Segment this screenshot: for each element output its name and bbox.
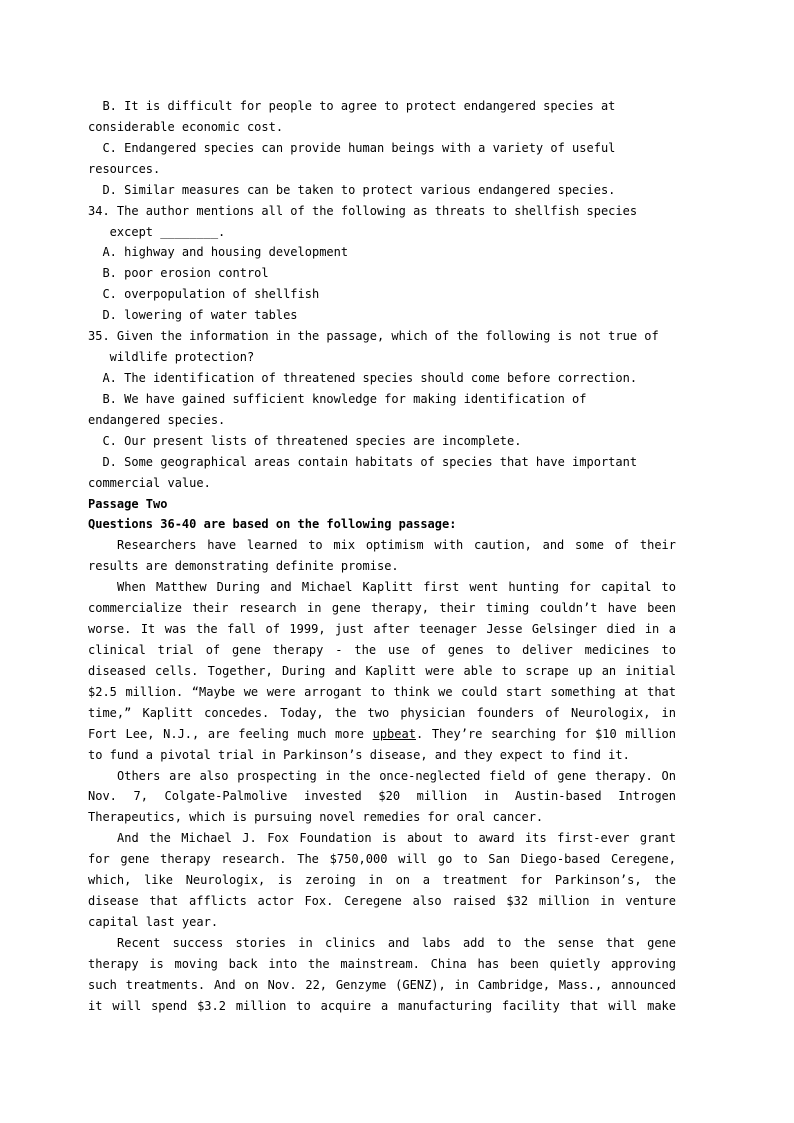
text-line: D. Similar measures can be taken to protect various endangered species. bbox=[88, 182, 616, 197]
text-line: results are demonstrating definite promise. bbox=[88, 559, 399, 574]
text-line: Therapeutics, which is pursuing novel remedies for oral cancer. bbox=[88, 810, 544, 825]
text-line: C. Endangered species can provide human beings with a variety of useful bbox=[88, 140, 616, 155]
text-line: 35. Given the information in the passage, which of the following is not true of bbox=[88, 329, 659, 344]
text-line: to fund a pivotal trial in Parkinson’s disease, and they expect to find it. bbox=[88, 747, 630, 762]
text-line: endangered species. bbox=[88, 412, 226, 427]
text-line: Researchers have learned to mix optimism with caution, and some of their bbox=[117, 538, 676, 553]
text-line: B. poor erosion control bbox=[88, 266, 269, 281]
text-line: diseased cells. Together, During and Kaplitt were able to scrape up an initial bbox=[88, 663, 676, 678]
text-line: commercial value. bbox=[88, 475, 211, 490]
text-line: A. The identification of threatened species should come before correction. bbox=[88, 370, 638, 385]
text-line: B. We have gained sufficient knowledge for making identification of bbox=[88, 391, 587, 406]
text-line: D. Some geographical areas contain habitats of species that have important bbox=[88, 454, 638, 469]
text-line: wildlife protection? bbox=[88, 350, 255, 365]
text-segment: . They’re searching for $10 million bbox=[415, 726, 676, 741]
text-line: When Matthew During and Michael Kaplitt first went hunting for capital to bbox=[117, 580, 676, 595]
text-line: for gene therapy research. The $750,000 will go to San Diego-based Ceregene, bbox=[88, 852, 676, 867]
text-line: A. highway and housing development bbox=[88, 245, 349, 260]
text-line: C. Our present lists of threatened species are incomplete. bbox=[88, 433, 522, 448]
text-line: B. It is difficult for people to agree to protect endangered species at bbox=[88, 99, 616, 113]
text-line: such treatments. And on Nov. 22, Genzyme (GENZ), in Cambridge, Mass., announced bbox=[88, 977, 676, 992]
underlined-word: upbeat bbox=[372, 726, 416, 741]
text-line: clinical trial of gene therapy - the use of genes to deliver medicines to bbox=[88, 642, 676, 657]
text-line: Recent success stories in clinics and labs add to the sense that gene bbox=[117, 935, 676, 950]
text-line: D. lowering of water tables bbox=[88, 308, 298, 323]
text-line: resources. bbox=[88, 161, 161, 176]
text-line: except ________. bbox=[88, 224, 226, 239]
text-line: it will spend $3.2 million to acquire a manufacturing facility that will make bbox=[88, 998, 676, 1013]
text-line: Passage Two bbox=[88, 496, 168, 511]
text-line: Questions 36-40 are based on the following passage: bbox=[88, 517, 457, 532]
text-line: Others are also prospecting in the once-neglected field of gene therapy. On bbox=[117, 768, 676, 783]
text-line: which, like Neurologix, is zeroing in on a treatment for Parkinson’s, the bbox=[88, 873, 676, 888]
text-line: commercialize their research in gene therapy, their timing couldn’t have been bbox=[88, 601, 676, 616]
text-line: worse. It was the fall of 1999, just after teenager Jesse Gelsinger died in a bbox=[88, 622, 676, 637]
text-line: $2.5 million. “Maybe we were arrogant to think we could start something at that bbox=[88, 684, 676, 699]
text-line: capital last year. bbox=[88, 914, 219, 929]
text-line bbox=[88, 724, 676, 745]
text-line: disease that afflicts actor Fox. Ceregene also raised $32 million in venture bbox=[88, 894, 676, 909]
text-segment: Fort Lee, N.J., are feeling much more bbox=[88, 726, 373, 741]
text-line: considerable economic cost. bbox=[88, 119, 284, 134]
text-line: time,” Kaplitt concedes. Today, the two physician founders of Neurologix, in bbox=[88, 705, 676, 720]
text-line: therapy is moving back into the mainstream. China has been quietly approving bbox=[88, 956, 676, 971]
text-line: And the Michael J. Fox Foundation is about to award its first-ever grant bbox=[117, 831, 676, 846]
text-line: C. overpopulation of shellfish bbox=[88, 287, 320, 302]
text-line: 34. The author mentions all of the following as threats to shellfish species bbox=[88, 203, 638, 218]
document-text-block bbox=[88, 96, 676, 1017]
text-line: Nov. 7, Colgate-Palmolive invested $20 million in Austin-based Introgen bbox=[88, 789, 676, 804]
